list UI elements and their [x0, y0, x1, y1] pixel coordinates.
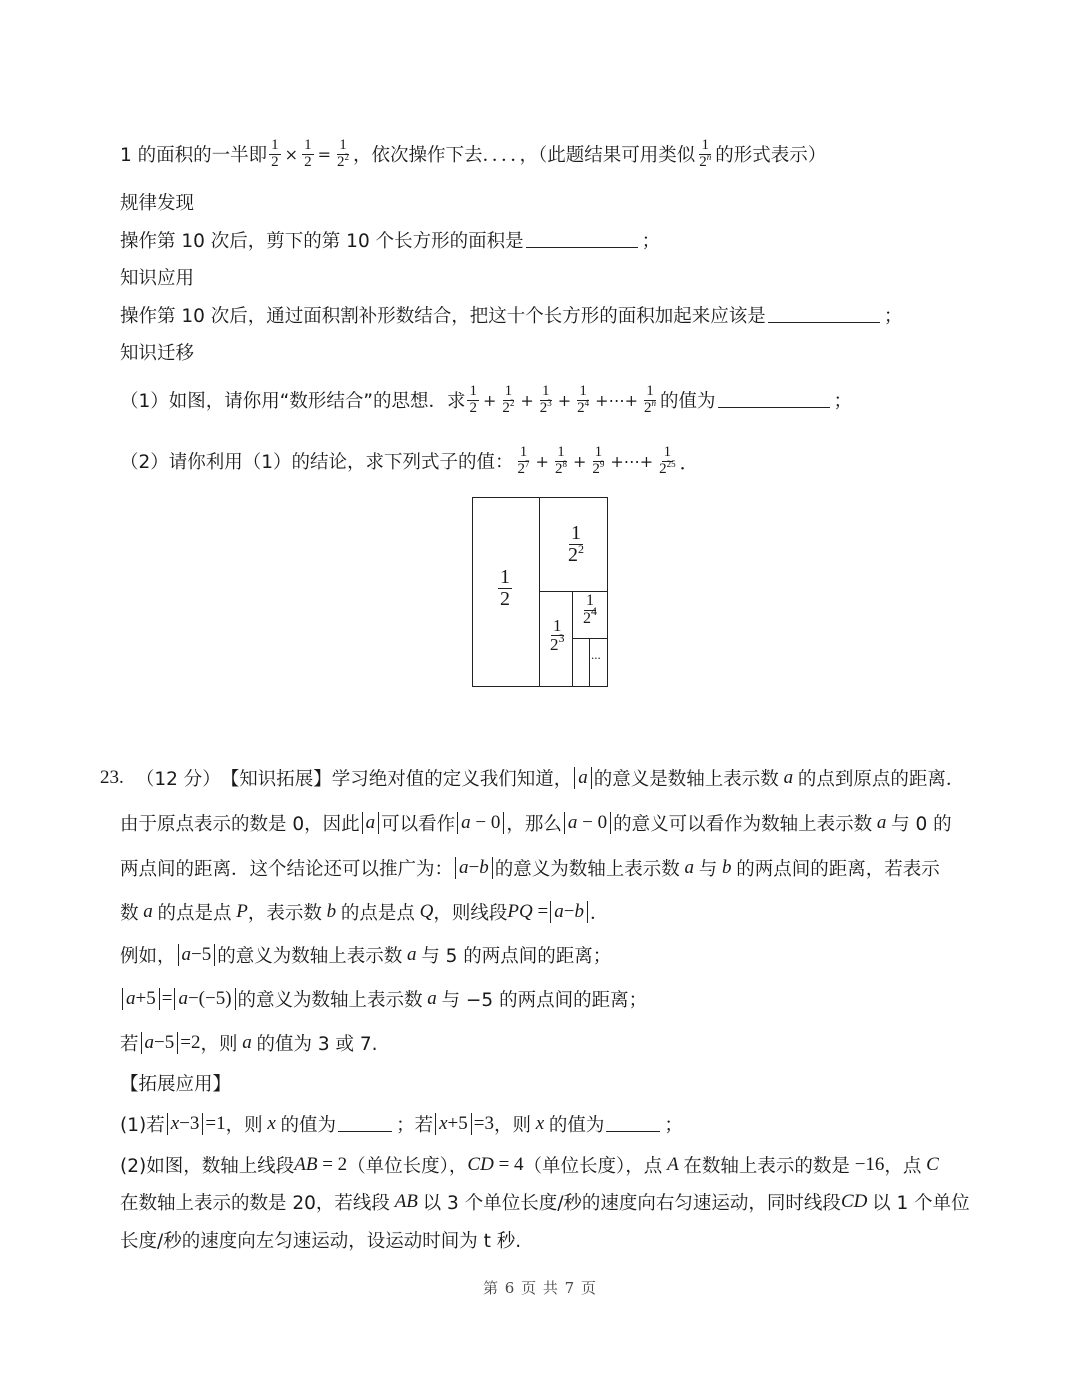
area-figure [472, 497, 608, 687]
question-2: （2）请你利用（1）的结论，求下列式子的值： $\frac{1}{2^7}$ + $\frac{1}{2^8}$ + $\frac{1}{2^9}$ +⋯+ $\frac{1}{2^{25}}$ ． [120, 443, 699, 477]
text: 例如， [120, 946, 176, 967]
page-footer: 第 6 页 共 7 页 [483, 1279, 597, 1297]
punctuation: ． [589, 903, 609, 924]
question-discover-text: 操作第 10 次后，剪下的第 10 个长方形的面积是 [120, 231, 524, 252]
fraction-half: $\frac{1}{2}$ [271, 136, 279, 170]
fraction-half: $\frac{1}{2}$ [304, 136, 312, 170]
text: 两点间的距离．这个结论还可以推广为： [120, 859, 454, 880]
subquestion-2-line-3: 长度/秒的速度向左匀速运动，设运动时间为 t 秒. [120, 1231, 522, 1252]
punctuation: ； [664, 1115, 683, 1136]
text: 与 −5 的两点间的距离； [441, 990, 648, 1011]
text: 与 5 的两点间的距离； [421, 946, 612, 967]
text: 由于原点表示的数是 0，因此 [120, 814, 360, 835]
text: 以 1 个单位 [872, 1193, 970, 1214]
text: 的点是点 [157, 903, 232, 924]
question-discover [120, 220, 660, 260]
fraction-quarter: $\frac{1}{2^2}$ [336, 136, 349, 170]
problem-23-line-4: 数 a 的点是点 P ，表示数 b 的点是点 Q ，则线段 PQ = a−b ． [120, 901, 609, 924]
problem-23-line-1: 23. （12 分） 【知识拓展】 学习绝对值的定义我们知道， a 的意义是数轴上表示数 a 的点到原点的距离． [100, 767, 965, 790]
text: ，表示数 [247, 903, 322, 924]
figure-label-sixteenth: $\frac{1}{2^4}$ [583, 592, 597, 627]
text: 若 [120, 1034, 139, 1055]
section-discover: 规律发现 [120, 193, 195, 214]
text: 的点到原点的距离． [797, 769, 965, 790]
text: 的意义为数轴上表示数 [217, 946, 403, 967]
intro-tail: 的形式表示） [715, 145, 827, 166]
example-3: 若 a−5 =2 ，则 a 的值为 3 或 7. [120, 1032, 378, 1055]
answer-blank[interactable] [768, 321, 880, 323]
subquestion-2-line-2: 在数轴上表示的数是 20，若线段 AB 以 3 个单位长度/秒的速度向右匀速运动，同时线段 CD 以 1 个单位 [120, 1191, 970, 1214]
text: ，则 [200, 1034, 238, 1055]
text: 在数轴上表示的数是 [683, 1156, 850, 1177]
text: （单位长度）， [347, 1156, 468, 1177]
text: (2)如图，数轴上线段 [120, 1156, 295, 1177]
figure-label-dots: ... [591, 647, 601, 662]
problem-tag: 【知识拓展】 [220, 769, 332, 790]
text: 的意义是数轴上表示数 [593, 769, 779, 790]
text: 的意义为数轴上表示数 [494, 859, 680, 880]
answer-blank[interactable] [606, 1130, 660, 1132]
figure-label-quarter: $\frac{1}{2^2}$ [568, 522, 584, 566]
problem-23-line-2: 由于原点表示的数是 0，因此 a 可以看作 a − 0 ，那么 a − 0 的意义可以看作为数轴上表示数 a 与 0 的 [120, 812, 952, 835]
question-apply [120, 295, 902, 335]
problem-score: （12 分） [135, 769, 221, 790]
question-2-lead: （2）请你利用（1）的结论，求下列式子的值： [120, 452, 514, 473]
text: 的意义可以看作为数轴上表示数 [613, 814, 873, 835]
fraction-one-over-2n: $\frac{1}{2^n}$ [699, 136, 712, 170]
question-1-lead: （1）如图，请你用“数形结合”的思想．求 [120, 391, 466, 412]
text: 的值为 [548, 1115, 605, 1136]
text: ，则线段 [433, 903, 508, 924]
text: ，那么 [506, 814, 562, 835]
text: 可以看作 [381, 814, 456, 835]
figure-label-half: $\frac{1}{2}$ [500, 566, 510, 610]
punctuation: ； [833, 391, 853, 412]
example-1: 例如， a−5 的意义为数轴上表示数 a 与 5 的两点间的距离； [120, 944, 612, 967]
text: 学习绝对值的定义我们知道， [331, 769, 573, 790]
question-apply-text: 操作第 10 次后，通过面积割补形数结合，把这十个长方形的面积加起来应该是 [120, 306, 766, 327]
intro-line: 1 的面积的一半即 $\frac{1}{2}$ × $\frac{1}{2}$ = $\frac{1}{2^2}$ ，依次操作下去．．．．，（此题结果可用类似 $\frac{1}{2^n}$ 的形式表示） [120, 136, 827, 170]
punctuation: ． [679, 452, 699, 474]
text: （单位长度），点 [523, 1156, 663, 1177]
text: ，则 [493, 1115, 531, 1136]
text: 的值为 [280, 1115, 337, 1136]
problem-number: 23. [100, 767, 124, 788]
section-transfer: 知识迁移 [120, 343, 195, 364]
answer-blank[interactable] [718, 406, 830, 408]
problem-23-line-3: 两点间的距离．这个结论还可以推广为： a−b 的意义为数轴上表示数 a 与 b 的两点间的距离，若表示 [120, 857, 940, 880]
text: ，点 [884, 1156, 922, 1177]
text: 与 [698, 859, 718, 880]
text: 在数轴上表示的数是 20，若线段 [120, 1193, 390, 1214]
section-apply: 知识应用 [120, 268, 195, 289]
text: 与 0 的 [891, 814, 952, 835]
text: 的两点间的距离，若表示 [736, 859, 940, 880]
intro-after: ，依次操作下去．．．．，（此题结果可用类似 [352, 145, 696, 166]
text: ；若 [396, 1115, 434, 1136]
figure-label-eighth: $\frac{1}{2^3}$ [550, 616, 565, 654]
intro-lead: 1 的面积的一半即 [120, 145, 268, 166]
punctuation: ； [641, 231, 661, 252]
answer-blank[interactable] [526, 246, 638, 248]
text: 的意义为数轴上表示数 [237, 990, 423, 1011]
text: 的点是点 [340, 903, 415, 924]
text: ，则 [225, 1115, 263, 1136]
text: 以 3 个单位长度/秒的速度向右匀速运动，同时线段 [422, 1193, 841, 1214]
text: 的值为 3 或 7. [256, 1034, 378, 1055]
example-2: a+5 = a−(−5) 的意义为数轴上表示数 a 与 −5 的两点间的距离； [120, 979, 647, 1019]
question-1: （1）如图，请你用“数形结合”的思想．求 $\frac{1}{2}$ + $\frac{1}{2^2}$ + $\frac{1}{2^3}$ + $\frac{1}{2^4}$ +⋯+ $\frac{1}{2^n}$ 的值为 ； [120, 382, 853, 416]
answer-blank[interactable] [338, 1130, 392, 1132]
subquestion-2-line-1: (2)如图，数轴上线段 AB = 2 （单位长度）， CD = 4 （单位长度），点 A 在数轴上表示的数是 −16 ，点 C [120, 1154, 939, 1177]
text: 数 [120, 903, 139, 924]
question-1-tail: 的值为 [659, 391, 716, 412]
subquestion-1: (1)若 x−3 =1 ，则 x 的值为 ；若 x+5 =3 ，则 x 的值为 ； [120, 1113, 683, 1136]
punctuation: ； [883, 306, 903, 327]
text: (1)若 [120, 1115, 165, 1136]
section-extend-apply: 【拓展应用】 [120, 1074, 232, 1095]
